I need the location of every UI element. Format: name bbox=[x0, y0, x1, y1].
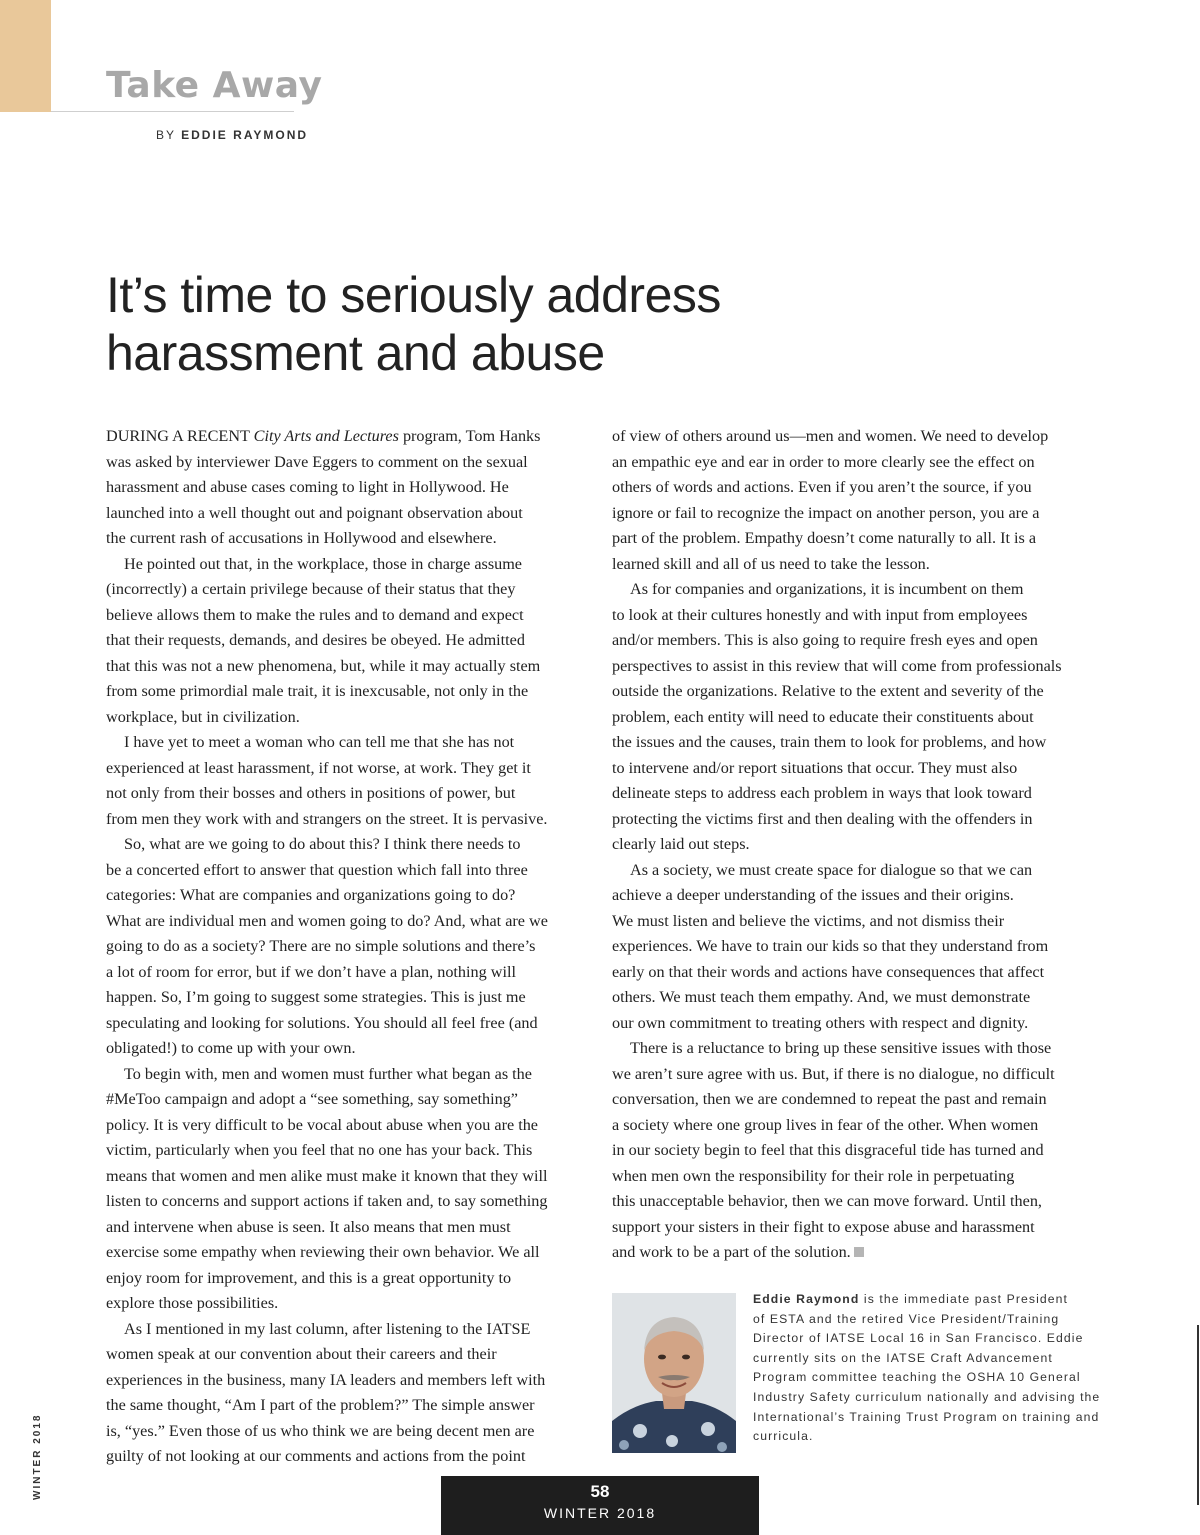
body-line: and intervene when abuse is seen. It also means that men must bbox=[106, 1217, 511, 1236]
body-line: from some primordial male trait, it is inexcusable, not only in the bbox=[106, 682, 529, 700]
body-line: learned skill and all of us need to take the lesson. bbox=[612, 554, 930, 573]
body-line: not only from their bosses and others in positions of power, but bbox=[106, 784, 516, 802]
body-line: to intervene and/or report situations that occur. They must also bbox=[612, 758, 1018, 777]
body-text: program, Tom Hanks bbox=[398, 427, 541, 445]
bio-text: is the immediate past President bbox=[859, 1292, 1069, 1306]
bio-text: Industry Safety curriculum nationally and advising the bbox=[753, 1389, 1101, 1404]
side-issue-label: WINTER 2018 bbox=[32, 1413, 43, 1500]
program-title: City Arts and Lectures bbox=[253, 427, 399, 445]
body-line: listen to concerns and support actions if taken and, to say something bbox=[106, 1192, 548, 1210]
body-line: others of words and actions. Even if you aren’t the source, if you bbox=[612, 478, 1032, 496]
body-line: He pointed out that, in the workplace, those in charge assume bbox=[124, 554, 522, 573]
article-headline bbox=[106, 266, 806, 382]
body-line: victim, particularly when you feel that no one has your back. This bbox=[106, 1141, 533, 1159]
body-line: enjoy room for improvement, and this is a great opportunity to bbox=[106, 1268, 512, 1287]
bio-author-name: Eddie Raymond bbox=[753, 1292, 860, 1306]
issue-label: WINTER 2018 bbox=[543, 1505, 657, 1521]
body-line: part of the problem. Empathy doesn’t come naturally to all. It is a bbox=[612, 529, 1037, 547]
body-line: I have yet to meet a woman who can tell me that she has not bbox=[124, 733, 515, 751]
body-line: harassment and abuse cases coming to light in Hollywood. He bbox=[106, 478, 509, 496]
page-edge-mark bbox=[1197, 1325, 1199, 1505]
body-line: when men own the responsibility for their role in perpetuating bbox=[612, 1166, 1015, 1185]
bio-text: Program committee teaching the OSHA 10 General bbox=[753, 1370, 1081, 1385]
body-column-left bbox=[106, 424, 590, 1470]
author-bio bbox=[753, 1290, 1101, 1447]
body-line: speculating and looking for solutions. You should all feel free (and bbox=[106, 1013, 538, 1032]
body-line: launched into a well thought out and poignant observation about bbox=[106, 503, 523, 522]
body-line: an empathic eye and ear in order to more clearly see the effect on bbox=[612, 452, 1035, 471]
headline-line: It’s time to seriously address bbox=[106, 267, 721, 323]
section-tab-accent bbox=[0, 0, 51, 112]
body-line: this unacceptable behavior, then we can move forward. Until then, bbox=[612, 1192, 1042, 1210]
body-line: guilty of not looking at our comments and actions from the point bbox=[106, 1447, 526, 1465]
body-line: ignore or fail to recognize the impact on another person, you are a bbox=[612, 503, 1040, 522]
body-line: women speak at our convention about their careers and their bbox=[106, 1345, 497, 1363]
body-line: the issues and the causes, train them to look for problems, and how bbox=[612, 733, 1047, 751]
body-line: delineate steps to address each problem in ways that look toward bbox=[612, 784, 1032, 802]
body-line: the current rash of accusations in Hollywood and elsewhere. bbox=[106, 529, 497, 547]
body-line: What are individual men and women going to do? And, what are we bbox=[106, 911, 548, 930]
body-line: So, what are we going to do about this? I think there needs to bbox=[124, 835, 521, 853]
body-line: We must listen and believe the victims, and not dismiss their bbox=[612, 911, 1005, 930]
body-line bbox=[612, 1240, 1094, 1266]
body-line: workplace, but in civilization. bbox=[106, 707, 300, 726]
body-line bbox=[106, 424, 590, 450]
body-line: explore those possibilities. bbox=[106, 1294, 279, 1312]
body-line: of view of others around us—men and women. We need to develop bbox=[612, 427, 1049, 445]
body-line: categories: What are companies and organizations going to do? bbox=[106, 886, 516, 904]
body-line: problem, each entity will need to educate their constituents about bbox=[612, 707, 1034, 726]
body-column-right bbox=[612, 424, 1094, 1266]
author-photo bbox=[612, 1293, 736, 1453]
page-number: 58 bbox=[590, 1482, 610, 1501]
bio-text: International’s Training Trust Program on training and bbox=[753, 1409, 1100, 1424]
body-line: be a concerted effort to answer that question which fall into three bbox=[106, 860, 528, 879]
body-line: from men they work with and strangers on the street. It is pervasive. bbox=[106, 809, 548, 828]
byline-prefix: BY bbox=[156, 128, 176, 142]
body-line: policy. It is very difficult to be vocal about abuse when you are the bbox=[106, 1115, 538, 1134]
body-line: (incorrectly) a certain privilege because of their status that they bbox=[106, 580, 516, 598]
body-line: happen. So, I’m going to suggest some strategies. This is just me bbox=[106, 988, 526, 1006]
body-line: There is a reluctance to bring up these sensitive issues with those bbox=[630, 1039, 1052, 1057]
body-line: the same thought, “Am I part of the problem?” The simple answer bbox=[106, 1396, 535, 1414]
body-line: As I mentioned in my last column, after listening to the IATSE bbox=[124, 1319, 531, 1338]
body-line: early on that their words and actions have consequences that affect bbox=[612, 962, 1045, 981]
body-text: DURING A RECENT bbox=[106, 427, 254, 445]
body-line: a society where one group lives in fear of the other. When women bbox=[612, 1115, 1039, 1134]
body-line: As for companies and organizations, it is incumbent on them bbox=[630, 580, 1024, 598]
body-line: achieve a deeper understanding of the issues and their origins. bbox=[612, 886, 1014, 904]
body-line: exercise some empathy when reviewing their own behavior. We all bbox=[106, 1243, 540, 1261]
bio-text: of ESTA and the retired Vice President/Training bbox=[753, 1311, 1060, 1326]
body-line: clearly laid out steps. bbox=[612, 835, 750, 853]
byline bbox=[156, 128, 308, 142]
body-line: support your sisters in their fight to expose abuse and harassment bbox=[612, 1217, 1035, 1236]
body-line: our own commitment to treating others with respect and dignity. bbox=[612, 1013, 1029, 1032]
body-line: outside the organizations. Relative to the extent and severity of the bbox=[612, 682, 1044, 700]
body-line: we aren’t sure agree with us. But, if there is no dialogue, no difficult bbox=[612, 1064, 1055, 1083]
body-line: and/or members. This is also going to require fresh eyes and open bbox=[612, 631, 1038, 649]
body-line: conversation, then we are condemned to repeat the past and remain bbox=[612, 1090, 1047, 1108]
bio-text: Director of IATSE Local 16 in San Francisco. Eddie bbox=[753, 1331, 1084, 1346]
body-line: As a society, we must create space for dialogue so that we can bbox=[630, 860, 1033, 879]
body-line: in our society begin to feel that this disgraceful tide has turned and bbox=[612, 1141, 1044, 1159]
body-line: is, “yes.” Even those of us who think we are being decent men are bbox=[106, 1421, 535, 1440]
body-line: was asked by interviewer Dave Eggers to comment on the sexual bbox=[106, 452, 528, 471]
body-line: going to do as a society? There are no simple solutions and there’s bbox=[106, 937, 536, 955]
bio-text: currently sits on the IATSE Craft Advancement bbox=[753, 1350, 1053, 1365]
body-line: experienced at least harassment, if not worse, at work. They get it bbox=[106, 758, 531, 777]
body-line: obligated!) to come up with your own. bbox=[106, 1039, 356, 1057]
body-line: that their requests, demands, and desires be obeyed. He admitted bbox=[106, 631, 525, 649]
body-line: others. We must teach them empathy. And, we must demonstrate bbox=[612, 988, 1031, 1006]
section-title: Take Away bbox=[106, 65, 323, 106]
author-portrait-icon bbox=[612, 1293, 736, 1453]
body-line: a lot of room for error, but if we don’t have a plan, nothing will bbox=[106, 962, 516, 981]
headline-line: harassment and abuse bbox=[106, 325, 605, 381]
body-line: means that women and men alike must make it known that they will bbox=[106, 1166, 548, 1185]
body-line: believe allows them to make the rules and to demand and expect bbox=[106, 605, 524, 624]
body-line: experiences in the business, many IA leaders and members left with bbox=[106, 1370, 546, 1389]
byline-author: EDDIE RAYMOND bbox=[181, 128, 309, 142]
end-of-article-icon bbox=[854, 1247, 864, 1257]
body-line: perspectives to assist in this review that will come from professionals bbox=[612, 656, 1062, 675]
body-text: and work to be a part of the solution. bbox=[612, 1243, 851, 1261]
body-line: to look at their cultures honestly and with input from employees bbox=[612, 605, 1028, 624]
bio-text: curricula. bbox=[753, 1429, 814, 1444]
body-line: #MeToo campaign and adopt a “see something, say something” bbox=[106, 1090, 518, 1108]
body-line: protecting the victims first and then dealing with the offenders in bbox=[612, 809, 1033, 828]
page-footer bbox=[441, 1476, 759, 1535]
body-line: that this was not a new phenomena, but, while it may actually stem bbox=[106, 656, 541, 675]
body-line: To begin with, men and women must further what began as the bbox=[124, 1064, 532, 1083]
body-line: experiences. We have to train our kids so that they understand from bbox=[612, 937, 1049, 955]
header-divider bbox=[51, 111, 294, 112]
